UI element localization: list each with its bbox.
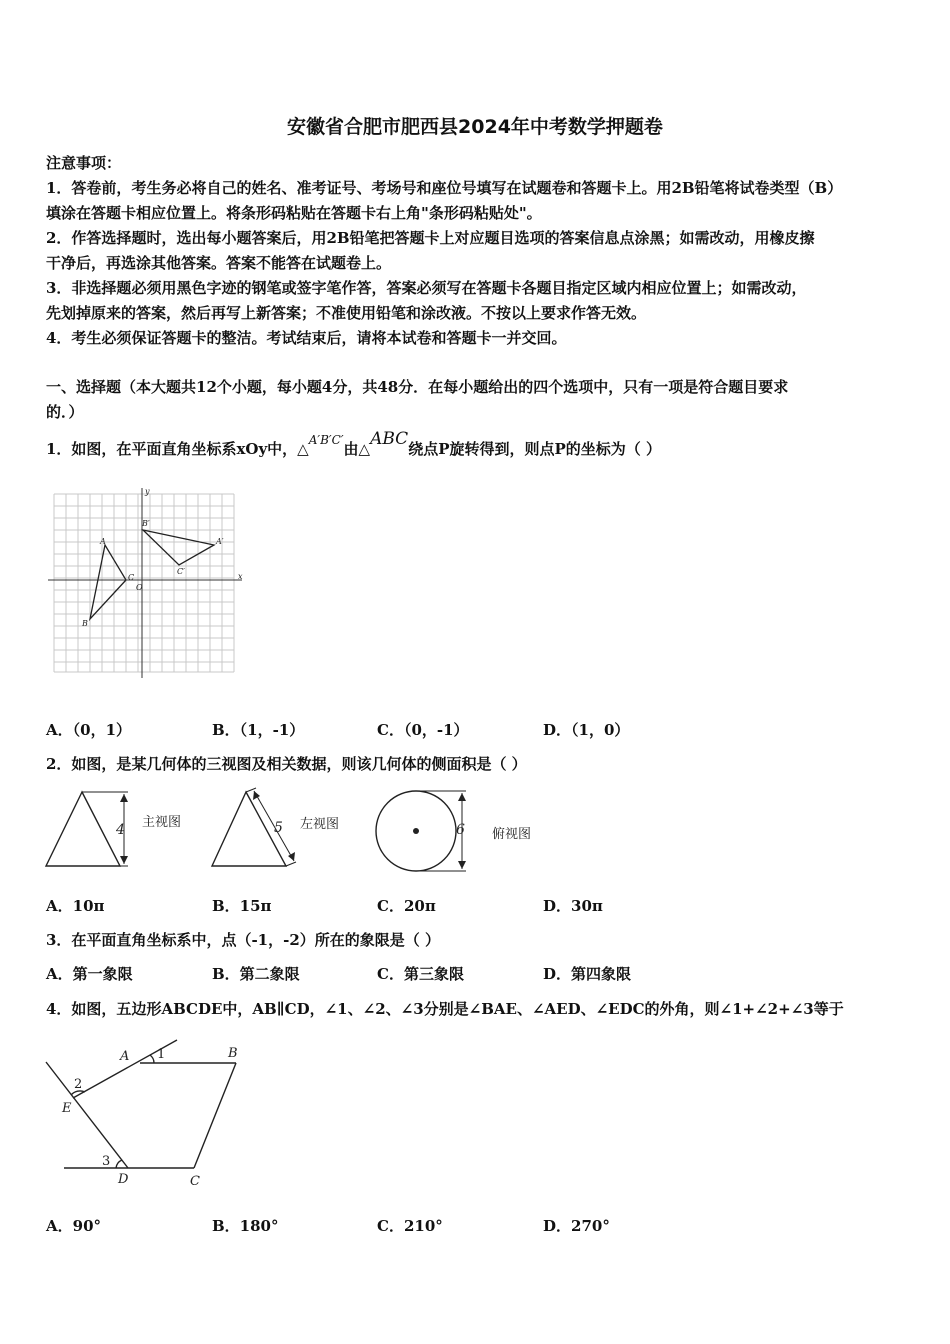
q1-option-b[interactable]: B．（1，-1） xyxy=(212,721,305,739)
height-label: 4 xyxy=(116,822,125,838)
notice-line: 3．非选择题必须用黑色字迹的钢笔或签字笔作答，答案必须写在答题卡各题目指定区域内相应位置上；如需改动， xyxy=(46,279,807,297)
point-a-prime-label: A′ xyxy=(216,537,224,546)
q3-option-c[interactable]: C．第三象限 xyxy=(377,965,464,983)
q4-option-b[interactable]: B．180° xyxy=(212,1217,279,1235)
point-b-prime-label: B′ xyxy=(142,519,150,528)
x-axis-label: x xyxy=(238,572,243,581)
notice-line: 干净后，再选涂其他答案。答案不能答在试题卷上。 xyxy=(46,254,392,272)
q1-option-d[interactable]: D．（1，0） xyxy=(543,721,630,739)
three-view-top xyxy=(374,786,554,876)
q1-option-a[interactable]: A．（0，1） xyxy=(46,721,132,739)
triangle-abc xyxy=(90,545,126,619)
q3-option-d[interactable]: D．第四象限 xyxy=(543,965,632,983)
question-1-stem: 1．如图，在平面直角坐标系xOy中，△$^{A'B'C'}$由△ABC绕点P旋转得到，则点P的坐标为（ ） xyxy=(46,429,661,458)
q3-option-a[interactable]: A．第一象限 xyxy=(46,965,133,983)
notice-line: 填涂在答题卡相应位置上。将条形码粘贴在答题卡右上角"条形码粘贴处"。 xyxy=(46,204,542,222)
section-heading: 一、选择题（本大题共12个小题，每小题4分，共48分．在每小题给出的四个选项中，只有一项是符合题目要求 xyxy=(46,378,789,396)
y-axis-label: y xyxy=(145,487,150,496)
angle-3-label: 3 xyxy=(102,1154,111,1169)
origin-label: O xyxy=(136,583,143,592)
pentagon-figure xyxy=(40,1036,260,1192)
three-view-side xyxy=(208,786,368,876)
triangle-a-prime-b-prime-c-prime xyxy=(143,530,214,565)
q4-option-c[interactable]: C．210° xyxy=(377,1217,443,1235)
coordinate-grid-figure xyxy=(44,484,254,680)
page-title: 安徽省合肥市肥西县2024年中考数学押题卷 xyxy=(287,116,663,138)
front-view-label: 主视图 xyxy=(142,815,182,830)
q4-option-a[interactable]: A．90° xyxy=(46,1217,102,1235)
vertex-d-label: D xyxy=(118,1172,129,1187)
slant-label: 5 xyxy=(274,820,283,836)
question-2-stem: 2．如图，是某几何体的三视图及相关数据，则该几何体的侧面积是（ ） xyxy=(46,755,527,773)
q4-option-d[interactable]: D．270° xyxy=(543,1217,610,1235)
vertex-a-label: A xyxy=(120,1049,130,1064)
q2-option-c[interactable]: C．20π xyxy=(377,897,436,915)
point-a-label: A xyxy=(100,537,106,546)
notice-heading: 注意事项： xyxy=(46,154,122,172)
diameter-label: 6 xyxy=(456,822,465,838)
notice-line: 先划掉原来的答案，然后再写上新答案；不准使用铅笔和涂改液。不按以上要求作答无效。 xyxy=(46,304,647,322)
q1-option-c[interactable]: C．（0，-1） xyxy=(377,721,469,739)
q2-option-a[interactable]: A．10π xyxy=(46,897,105,915)
notice-line: 2．作答选择题时，选出每小题答案后，用2B铅笔把答题卡上对应题目选项的答案信息点涂黑；如需改动，用橡皮擦 xyxy=(46,229,815,247)
question-4-stem: 4．如图，五边形ABCDE中，AB∥CD，∠1、∠2、∠3分别是∠BAE、∠AED、∠EDC的外角，则∠1+∠2+∠3等于 xyxy=(46,1000,844,1018)
point-c-prime-label: C′ xyxy=(177,567,185,576)
q3-option-b[interactable]: B．第二象限 xyxy=(212,965,300,983)
math-abc: ABC xyxy=(370,429,409,449)
section-heading-cont: 的．） xyxy=(46,403,84,421)
question-3-stem: 3．在平面直角坐标系中，点（-1，-2）所在的象限是（ ） xyxy=(46,931,440,949)
angle-2-label: 2 xyxy=(74,1077,83,1092)
point-b-label: B xyxy=(82,619,88,628)
angle-1-label: 1 xyxy=(157,1047,166,1062)
vertex-c-label: C xyxy=(190,1174,200,1189)
vertex-b-label: B xyxy=(228,1046,238,1061)
q2-option-b[interactable]: B．15π xyxy=(212,897,272,915)
notice-line: 1．答卷前，考生务必将自己的姓名、准考证号、考场号和座位号填写在试题卷和答题卡上。用2B铅笔将试卷类型（B） xyxy=(46,179,843,197)
q2-option-d[interactable]: D．30π xyxy=(543,897,603,915)
side-view-label: 左视图 xyxy=(300,817,340,832)
math-a-prime-b-prime-c-prime: A′B′C′ xyxy=(308,433,344,447)
point-c-label: C xyxy=(128,573,135,582)
notice-line: 4．考生必须保证答题卡的整洁。考试结束后，请将本试卷和答题卡一并交回。 xyxy=(46,329,567,347)
three-view-front xyxy=(44,786,204,876)
top-view-label: 俯视图 xyxy=(492,827,532,842)
vertex-e-label: E xyxy=(62,1101,72,1116)
